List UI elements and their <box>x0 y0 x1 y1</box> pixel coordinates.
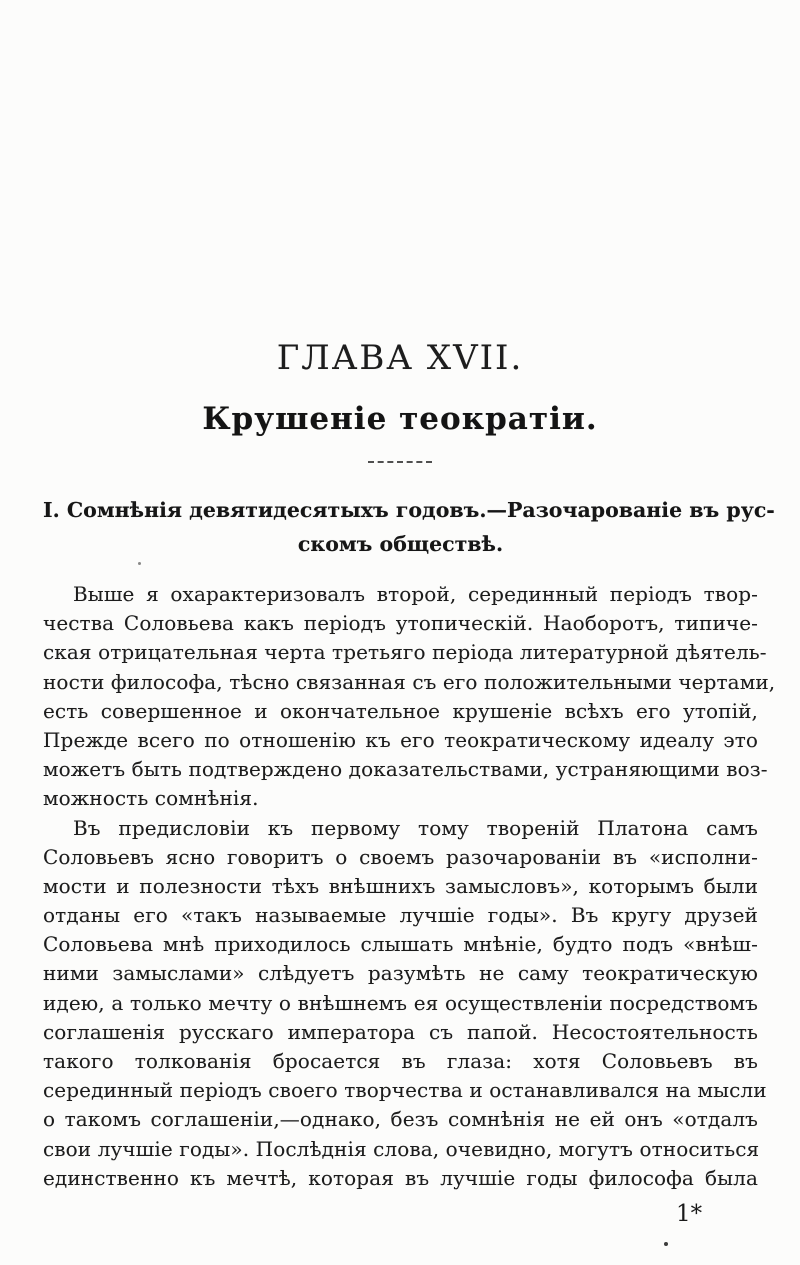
chapter-subtitle: Крушеніе теократіи. <box>202 401 598 437</box>
text-line: соглашенія русскаго императора съ папой. Несостоятельность <box>43 1019 758 1044</box>
text-line: Выше я охарактеризовалъ второй, серединный періодъ твор- <box>73 582 758 606</box>
text-line: о такомъ соглашеніи,—однако, безъ сомнѣнія не ей онъ «отдалъ <box>43 1107 758 1132</box>
section-heading-line-1: I. Сомнѣнія девятидесятыхъ годовъ.—Разочарованіе въ рус- <box>43 498 775 522</box>
chapter-title: ГЛАВА XVII. <box>276 338 524 378</box>
text-line: серединный періодъ своего творчества и останавливался на мысли <box>43 1078 767 1103</box>
section-divider <box>368 461 432 463</box>
text-line: ская отрицательная черта третьяго періода литературной дѣятель- <box>43 640 767 665</box>
text-line: Соловьева мнѣ приходилось слышать мнѣніе, будто подъ «внѣш- <box>43 932 758 957</box>
text-line: мости и полезности тѣхъ внѣшнихъ замысловъ», которымъ были <box>43 873 758 898</box>
text-line: ности философа, тѣсно связанная съ его положительными чертами, <box>43 669 776 694</box>
text-line: чества Соловьева какъ періодъ утопическій. Наоборотъ, типиче- <box>43 611 758 636</box>
text-line: идею, а только мечту о внѣшнемъ ея осуществленіи посредствомъ <box>43 990 758 1015</box>
section-heading-line-2: скомъ обществѣ. <box>297 532 504 556</box>
text-line: есть совершенное и окончательное крушеніе всѣхъ его утопій, <box>43 698 758 723</box>
text-line: можность сомнѣнія. <box>43 786 259 811</box>
page-number-mark: 1* <box>676 1201 703 1227</box>
text-line: свои лучшіе годы». Послѣднія слова, очевидно, могутъ относиться <box>43 1136 760 1161</box>
text-line: Соловьевъ ясно говоритъ о своемъ разочарованіи въ «исполни- <box>43 844 758 869</box>
body-text <box>43 580 776 1193</box>
section-heading <box>43 493 775 561</box>
ink-speck <box>138 562 141 565</box>
text-line: можетъ быть подтверждено доказательствами, устраняющими воз- <box>43 757 768 782</box>
text-line: Въ предисловіи къ первому тому твореній Платона самъ <box>73 815 758 840</box>
text-line: ними замыслами» слѣдуетъ разумѣть не саму теократическую <box>43 961 758 986</box>
text-line: Прежде всего по отношенію къ его теократическому идеалу это <box>43 727 758 752</box>
text-line: единственно къ мечтѣ, которая въ лучшіе годы философа была <box>43 1165 758 1190</box>
text-line: отданы его «такъ называемые лучшіе годы». Въ кругу друзей <box>43 903 758 928</box>
text-line: такого толкованія бросается въ глаза: хотя Соловьевъ въ <box>43 1049 758 1073</box>
ink-speck <box>664 1242 668 1246</box>
